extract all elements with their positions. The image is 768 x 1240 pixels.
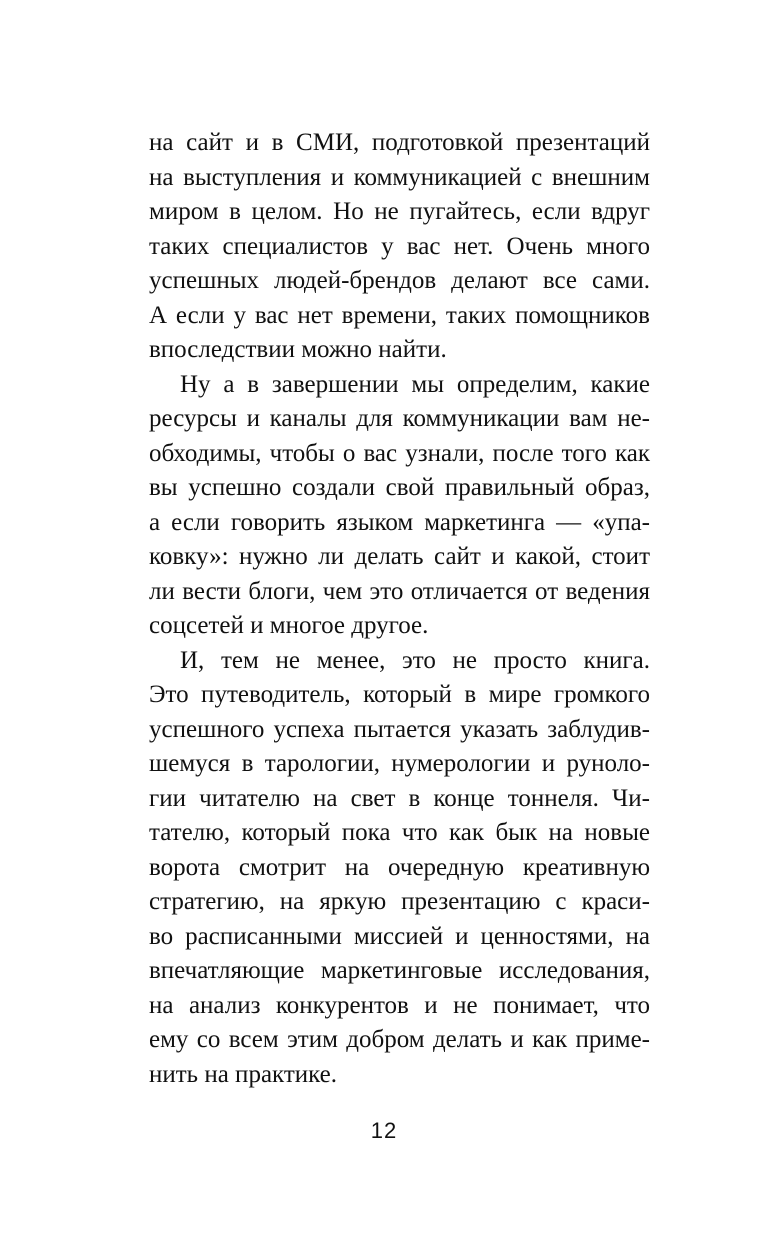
text-line: ковку»: нужно ли делать сайт и какой, стоит <box>149 543 650 570</box>
text-line: на выступления и коммуникацией с внешним <box>149 163 650 191</box>
text-line: Это путеводитель, который в мире громкого <box>149 681 650 708</box>
text-line: ворота смотрит на очередную креативную <box>149 853 650 881</box>
text-line: А если у вас нет времени, таких помощников <box>149 301 650 329</box>
text-line: во расписанными миссией и ценностями, на <box>149 922 650 950</box>
paragraph-1 <box>149 126 650 368</box>
text-line: на анализ конкурентов и не понимает, что <box>149 991 650 1019</box>
text-line: а если говорить языком маркетинга — «упа- <box>149 508 650 536</box>
text-line: шемуся в тарологии, нумерологии и руноло- <box>149 750 650 777</box>
text-line: успешного успеха пытается указать заблудив- <box>149 715 650 743</box>
text-line: ли вести блоги, чем это отличается от ведения <box>149 577 650 605</box>
text-line: ему со всем этим добром делать и как приме- <box>149 1026 650 1053</box>
paragraph-3 <box>149 644 650 1093</box>
text-line: на сайт и в СМИ, подготовкой презентаций <box>149 129 650 156</box>
text-line: гии читателю на свет в конце тоннеля. Чи- <box>149 784 650 812</box>
text-line: впечатляющие маркетинговые исследования, <box>149 957 650 984</box>
text-line: Ну а в завершении мы определим, какие <box>180 370 650 398</box>
page-number: 12 <box>370 1118 398 1143</box>
text-line: И, тем не менее, это не просто книга. <box>180 646 650 674</box>
text-line: ресурсы и каналы для коммуникации вам не- <box>149 405 650 432</box>
text-line: вы успешно создали свой правильный образ, <box>149 474 650 501</box>
text-line: миром в целом. Но не пугайтесь, если вдруг <box>149 198 650 225</box>
text-line: обходимы, чтобы о вас узнали, после того как <box>149 439 650 467</box>
paragraph-2 <box>149 368 650 644</box>
text-line: впоследствии можно найти. <box>149 336 447 363</box>
text-line: таких специалистов у вас нет. Очень много <box>149 232 650 260</box>
text-line: тателю, который пока что как бык на новые <box>149 819 650 846</box>
body-text <box>149 126 650 1092</box>
text-line: успешных людей-брендов делают все сами. <box>149 267 650 294</box>
text-line: стратегию, на яркую презентацию с краси- <box>149 888 650 915</box>
text-line: нить на практике. <box>149 1060 338 1088</box>
text-line: соцсетей и многое другое. <box>149 612 429 639</box>
